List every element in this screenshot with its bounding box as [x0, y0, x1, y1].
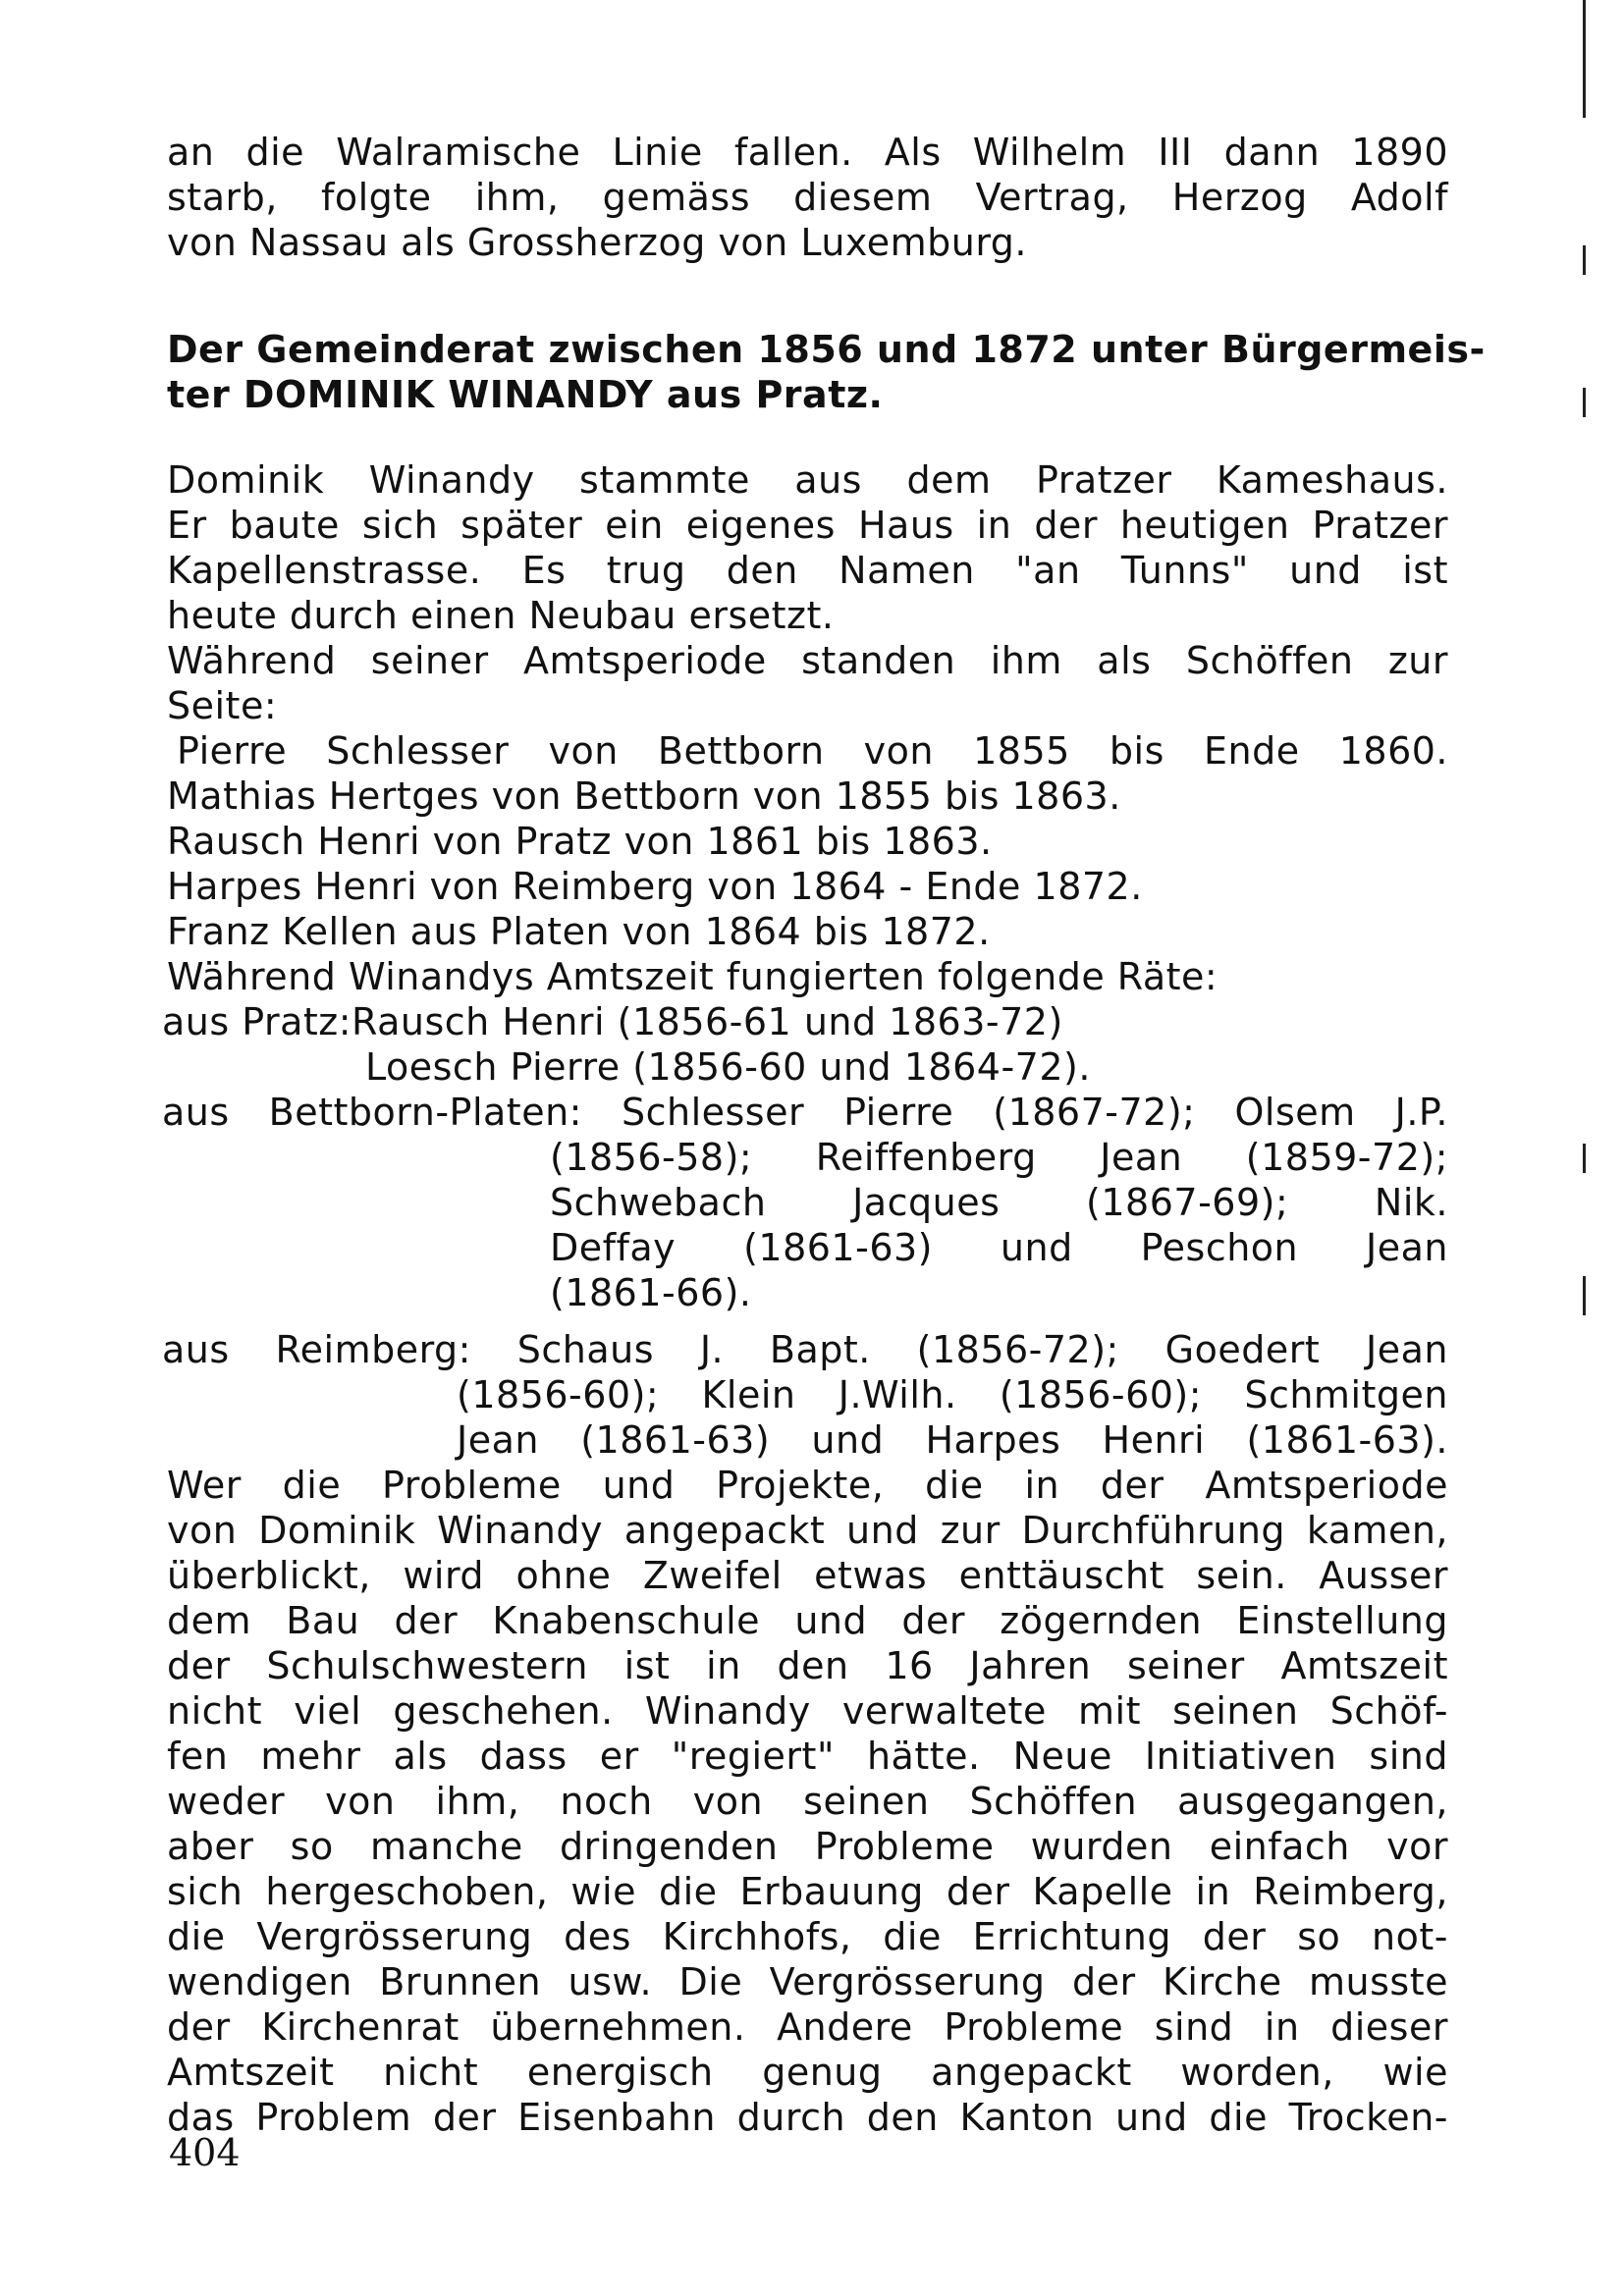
scan-margin-mark [1583, 1276, 1586, 1315]
text-line: weder von ihm, noch von seinen Schöffen ausgegangen, [167, 1780, 1448, 1823]
text-line: Schwebach Jacques (1867-69); Nik. [550, 1181, 1448, 1224]
text-line: Mathias Hertges von Bettborn von 1855 bis 1863. [167, 774, 1121, 818]
text-line: das Problem der Eisenbahn durch den Kanton und die Trocken- [167, 2096, 1448, 2139]
text-line: nicht viel geschehen. Winandy verwaltete mit seinen Schöf- [167, 1689, 1448, 1733]
text-line: an die Walramische Linie fallen. Als Wilhelm III dann 1890 [167, 131, 1448, 174]
text-line: wendigen Brunnen usw. Die Vergrösserung der Kirche musste [167, 1960, 1448, 2003]
section-heading: ter DOMINIK WINANDY aus Pratz. [167, 373, 884, 416]
text-line: Franz Kellen aus Platen von 1864 bis 1872. [167, 910, 991, 953]
text-line: Kapellenstrasse. Es trug den Namen "an Tunns" und ist [167, 549, 1448, 592]
text-line: Rausch Henri von Pratz von 1861 bis 1863. [167, 820, 993, 863]
text-line: Während seiner Amtsperiode standen ihm als Schöffen zur [167, 639, 1448, 682]
text-line: der Schulschwestern ist in den 16 Jahren seiner Amtszeit [167, 1644, 1448, 1687]
page-number: 404 [169, 2131, 241, 2174]
text-line: starb, folgte ihm, gemäss diesem Vertrag, Herzog Adolf [167, 176, 1448, 219]
text-line: aus Reimberg: Schaus J. Bapt. (1856-72); Goedert Jean [162, 1328, 1448, 1371]
scan-margin-mark [1583, 1144, 1586, 1173]
text-line: (1861-66). [550, 1271, 752, 1314]
text-line: der Kirchenrat übernehmen. Andere Probleme sind in dieser [167, 2005, 1448, 2049]
text-line: überblickt, wird ohne Zweifel etwas enttäuscht sein. Ausser [167, 1554, 1448, 1597]
text-line: Deffay (1861-63) und Peschon Jean [550, 1226, 1448, 1269]
text-line: aus Pratz:Rausch Henri (1856-61 und 1863-72) [162, 1000, 1063, 1043]
text-line: Loesch Pierre (1856-60 und 1864-72). [365, 1045, 1091, 1089]
text-line: Wer die Probleme und Projekte, die in der Amtsperiode [167, 1464, 1448, 1507]
text-line: Er baute sich später ein eigenes Haus in der heutigen Pratzer [167, 504, 1448, 547]
text-line: sich hergeschoben, wie die Erbauung der Kapelle in Reimberg, [167, 1870, 1448, 1913]
scan-margin-mark [1583, 245, 1586, 275]
text-line: fen mehr als dass er "regiert" hätte. Neue Initiativen sind [167, 1735, 1448, 1778]
text-line: Harpes Henri von Reimberg von 1864 - Ende 1872. [167, 865, 1143, 908]
section-heading: Der Gemeinderat zwischen 1856 und 1872 unter Bürgermeis- [167, 328, 1486, 371]
text-line: Amtszeit nicht energisch genug angepackt worden, wie [167, 2051, 1448, 2094]
text-line: (1856-58); Reiffenberg Jean (1859-72); [550, 1136, 1448, 1179]
text-line: die Vergrösserung des Kirchhofs, die Errichtung der so not- [167, 1915, 1448, 1958]
text-line: Während Winandys Amtszeit fungierten folgende Räte: [167, 955, 1218, 998]
text-line: von Nassau als Grossherzog von Luxemburg. [167, 221, 1028, 264]
text-line: (1856-60); Klein J.Wilh. (1856-60); Schmitgen [457, 1373, 1448, 1416]
text-line: heute durch einen Neubau ersetzt. [167, 594, 835, 637]
text-line: dem Bau der Knabenschule und der zögernden Einstellung [167, 1599, 1448, 1642]
text-line: aus Bettborn-Platen: Schlesser Pierre (1867-72); Olsem J.P. [162, 1091, 1448, 1134]
scan-margin-mark [1583, 0, 1586, 118]
text-line: Pierre Schlesser von Bettborn von 1855 bis Ende 1860. [177, 729, 1448, 773]
text-line: Dominik Winandy stammte aus dem Pratzer Kameshaus. [167, 458, 1448, 502]
text-line: Jean (1861-63) und Harpes Henri (1861-63). [457, 1418, 1448, 1462]
text-line: von Dominik Winandy angepackt und zur Durchführung kamen, [167, 1509, 1448, 1552]
text-line: aber so manche dringenden Probleme wurden einfach vor [167, 1825, 1448, 1868]
scan-margin-mark [1583, 388, 1586, 417]
text-line: Seite: [167, 684, 278, 727]
